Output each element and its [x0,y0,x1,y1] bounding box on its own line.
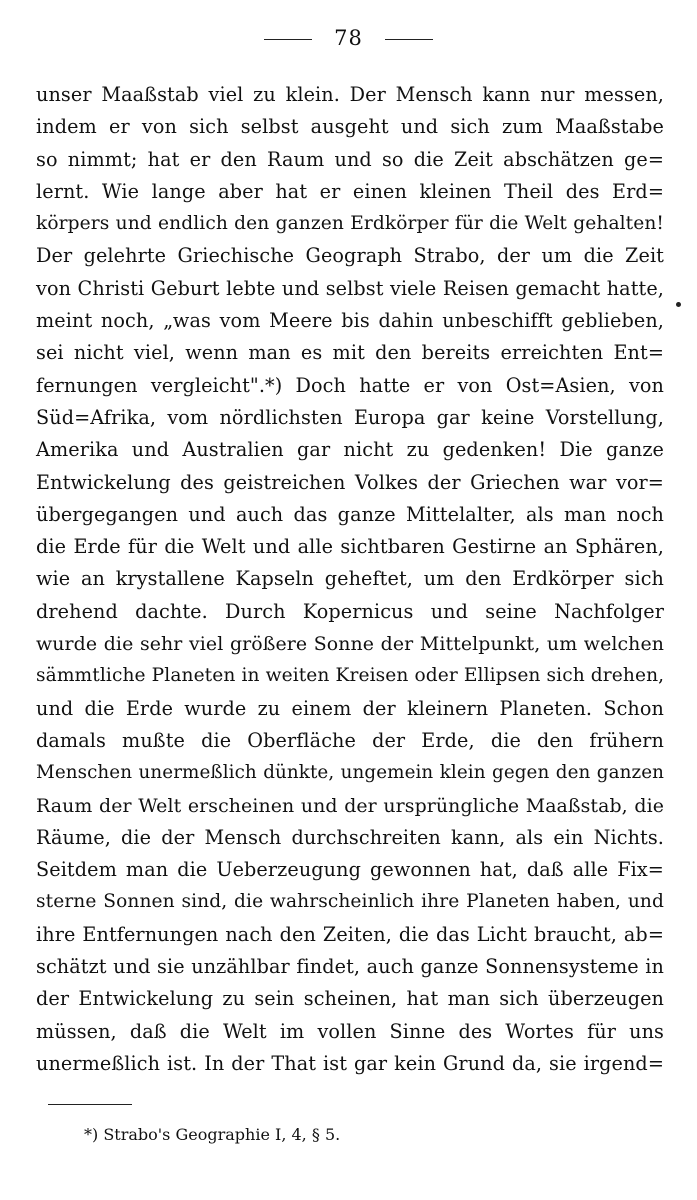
text-line: indem er von sich selbst ausgeht und sich zum Maaßstabe [36,115,664,139]
text-line: die Erde für die Welt und alle sichtbaren Gestirne an Sphären, [36,535,664,559]
text-line: Raum der Welt erscheinen und der ursprüngliche Maaßstab, die [36,794,664,817]
page-number: 78 [334,26,363,50]
text-line: drehend dachte. Durch Kopernicus und seine Nachfolger [36,599,664,623]
header-rule-right [385,39,433,40]
body-text [36,79,664,1080]
text-line: Entwickelung des geistreichen Volkes der Griechen war vor= [36,470,664,494]
text-line: meint noch, „was vom Meere bis dahin unbeschifft geblieben, [36,309,664,333]
footnote: *) Strabo's Geographie I, 4, § 5. [84,1125,341,1144]
text-line: schätzt und sie unzählbar findet, auch ganze Sonnensysteme in [36,955,664,979]
margin-mark [676,302,681,307]
footnote-rule [48,1104,132,1105]
header-rule-left [264,39,312,40]
text-line: wurde die sehr viel größere Sonne der Mittelpunkt, um welchen [36,633,664,656]
text-line: Seitdem man die Ueberzeugung gewonnen hat, daß alle Fix= [36,858,664,882]
text-line: und die Erde wurde zu einem der kleinern Planeten. Schon [36,696,664,720]
text-line: müssen, daß die Welt im vollen Sinne des Wortes für uns [36,1019,664,1043]
text-line: Amerika und Australien gar nicht zu gedenken! Die ganze [36,438,664,462]
text-line: unermeßlich ist. In der That ist gar kein Grund da, sie irgend= [36,1051,664,1075]
text-line: wie an krystallene Kapseln geheftet, um den Erdkörper sich [36,567,664,591]
text-line: ihre Entfernungen nach den Zeiten, die das Licht braucht, ab= [36,922,664,946]
text-line: der Entwickelung zu sein scheinen, hat man sich überzeugen [36,987,664,1011]
text-line: so nimmt; hat er den Raum und so die Zeit abschätzen ge= [36,147,664,171]
text-line: damals mußte die Oberfläche der Erde, die den frühern [36,728,664,752]
text-line: Der gelehrte Griechische Geograph Strabo, der um die Zeit [36,244,664,268]
text-line: fernungen vergleicht".*) Doch hatte er von Ost=Asien, von [36,373,664,397]
text-line: unser Maaßstab viel zu klein. Der Mensch kann nur messen, [36,83,664,106]
text-line: von Christi Geburt lebte und selbst viele Reisen gemacht hatte, [36,276,664,300]
text-line: Räume, die der Mensch durchschreiten kann, als ein Nichts. [36,825,664,849]
text-line: körpers und endlich den ganzen Erdkörper für die Welt gehalten! [36,213,664,235]
text-line: sei nicht viel, wenn man es mit den bereits erreichten Ent= [36,341,664,365]
text-line: übergegangen und auch das ganze Mittelalter, als man noch [36,502,664,526]
text-line: Menschen unermeßlich dünkte, ungemein klein gegen den ganzen [36,762,664,784]
text-line: sämmtliche Planeten in weiten Kreisen oder Ellipsen sich drehen, [36,665,665,687]
page-header [0,26,697,50]
text-line: sterne Sonnen sind, die wahrscheinlich ihre Planeten haben, und [36,891,664,913]
text-line: Süd=Afrika, vom nördlichsten Europa gar keine Vorstellung, [36,405,664,429]
text-line: lernt. Wie lange aber hat er einen kleinen Theil des Erd= [36,179,664,203]
